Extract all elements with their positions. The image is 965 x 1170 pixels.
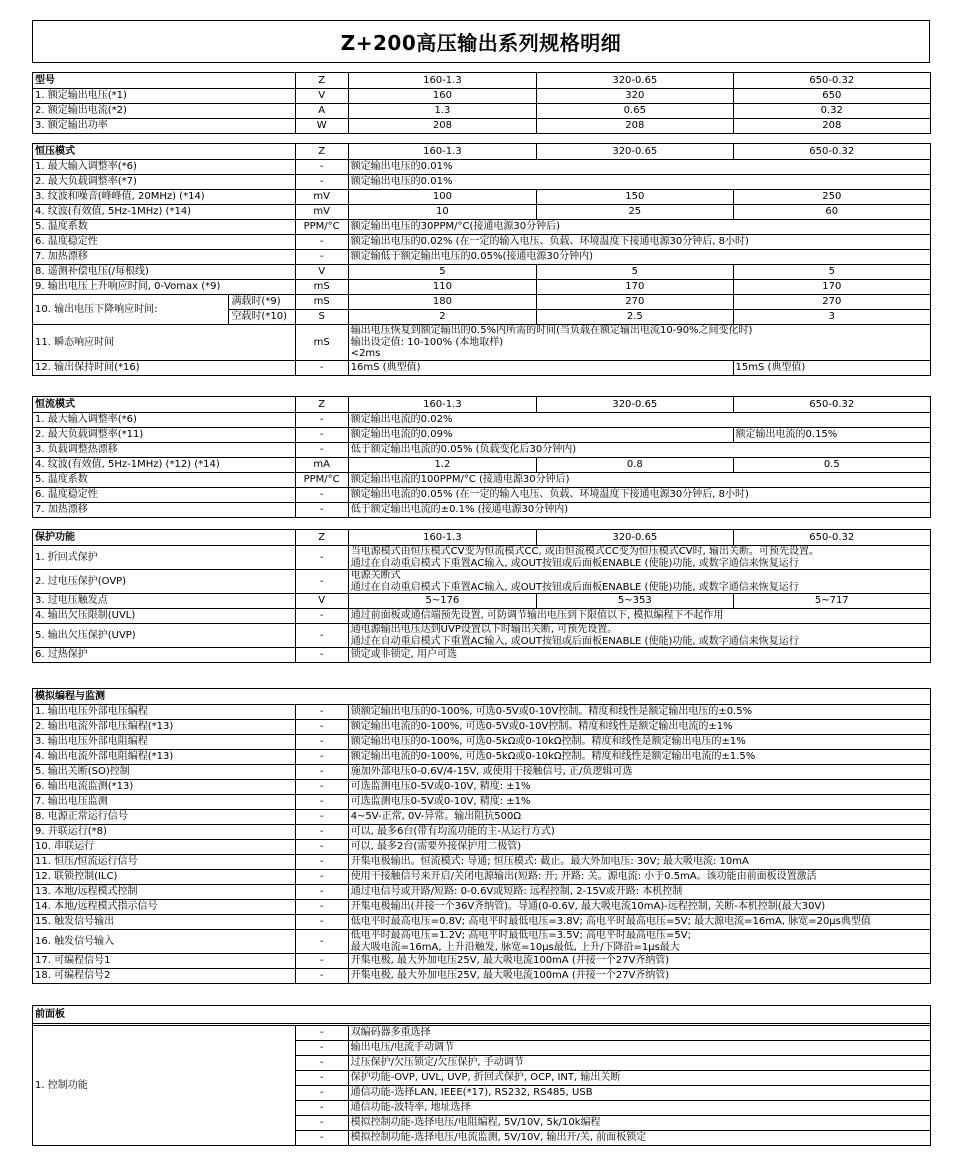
model-value: 320-0.65 <box>537 144 733 160</box>
row-value <box>348 546 930 570</box>
row-value: 额定输出电流的0-100%, 可选0-5V或0-10V控制。精度和线性是额定输出电流的±1% <box>348 720 930 735</box>
row-unit: - <box>295 235 348 250</box>
row-unit: - <box>295 250 348 265</box>
model-value: 5~717 <box>733 594 930 609</box>
spec-section-3 <box>32 529 931 663</box>
row-label: 1. 额定输出电压(*1) <box>33 89 296 104</box>
row-unit: - <box>295 360 348 375</box>
row-unit: - <box>295 570 348 594</box>
model-value: 650 <box>733 89 930 104</box>
model-value: 1.3 <box>348 104 536 119</box>
row-unit: - <box>295 720 348 735</box>
section-header: 恒压模式 <box>33 144 296 160</box>
table-row <box>33 250 931 265</box>
section-header-row <box>33 689 931 705</box>
row-label: 3. 输出电压外部电阻编程 <box>33 735 296 750</box>
row-label: 4. 输出电流外部电阻编程(*13) <box>33 750 296 765</box>
row-unit: - <box>295 1026 348 1041</box>
table-row <box>33 810 931 825</box>
title-box <box>32 20 930 63</box>
row-unit: - <box>295 1041 348 1056</box>
table-row <box>33 546 931 570</box>
table-row <box>33 765 931 780</box>
row-label: 6. 输出电流监测(*13) <box>33 780 296 795</box>
model-value: 208 <box>537 119 733 134</box>
row-unit: - <box>295 443 348 458</box>
section-header-row <box>33 530 931 546</box>
value-line: 通过在自动重启模式下重置AC输入, 或OUT按钮或后面板ENABLE (使能)功能, 或数字通信来恢复运行 <box>350 635 799 647</box>
row-value: 可以, 最多6台(带有均流功能的主-从运行方式) <box>348 825 930 840</box>
row-unit: - <box>295 546 348 570</box>
row-value <box>348 570 930 594</box>
model-value: 160 <box>348 89 536 104</box>
row-unit: Z <box>295 397 348 413</box>
row-label: 6. 温度稳定性 <box>33 235 296 250</box>
row-unit: Z <box>295 144 348 160</box>
table-row <box>33 570 931 594</box>
model-value: 150 <box>537 190 733 205</box>
model-value: 320-0.65 <box>537 530 733 546</box>
row-unit: - <box>295 954 348 969</box>
row-value: 可以, 最多2台(需要外接保护用二极管) <box>348 840 930 855</box>
model-value: 100 <box>348 190 536 205</box>
row-label: 2. 输出电流外部电压编程(*13) <box>33 720 296 735</box>
model-value: 320-0.65 <box>537 73 733 89</box>
row-value: 额定输出电压的0.02% (在一定的输入电压、负载、环境温度下接通电源30分钟后, 8小时) <box>348 235 930 250</box>
table-row <box>33 325 931 361</box>
row-unit: - <box>295 648 348 663</box>
table-row <box>33 840 931 855</box>
model-value: 0.65 <box>537 104 733 119</box>
spec-section-5 <box>32 1005 931 1146</box>
model-value: 208 <box>348 119 536 134</box>
value-line: 通过在自动重启模式下重置AC输入, 或OUT按钮或后面板ENABLE (使能)功能, 或数字通信来恢复运行 <box>350 581 799 593</box>
row-value: 额定输出电压的0.01% <box>348 175 930 190</box>
model-value: 160-1.3 <box>348 397 536 413</box>
row-unit: - <box>295 1086 348 1101</box>
row-label: 11. 恒压/恒流运行信号 <box>33 855 296 870</box>
row-value: 额定输出电压的0-100%, 可选0-5kΩ或0-10kΩ控制。精度和线性是额定输出电压的±1% <box>348 735 930 750</box>
table-row <box>33 825 931 840</box>
row-unit: mV <box>295 190 348 205</box>
row-unit: Z <box>295 530 348 546</box>
model-value: 2.5 <box>537 310 733 325</box>
row-label: 2. 最大负载调整率(*7) <box>33 175 296 190</box>
row-unit: - <box>295 160 348 175</box>
table-row <box>33 360 931 375</box>
row-unit: S <box>295 310 348 325</box>
row-unit: - <box>295 900 348 915</box>
table-row <box>33 265 931 280</box>
table-row <box>33 119 931 134</box>
row-value <box>348 930 930 954</box>
row-label: 1. 控制功能 <box>33 1026 296 1146</box>
row-unit: Z <box>295 73 348 89</box>
row-unit: - <box>295 915 348 930</box>
row-value: 双编码器多重选择 <box>348 1026 930 1041</box>
row-value: 额定输出电压的30PPM/°C(接通电源30分钟后) <box>348 220 930 235</box>
model-value: 208 <box>733 119 930 134</box>
model-value: 320-0.65 <box>537 397 733 413</box>
model-value: 650-0.32 <box>733 73 930 89</box>
row-value: 模拟控制功能-选择电压/电流监测, 5V/10V, 输出开/关, 前面板锁定 <box>348 1131 930 1146</box>
row-unit: - <box>295 825 348 840</box>
table-row <box>33 969 931 984</box>
model-value: 180 <box>348 295 536 310</box>
row-value: 额定输出电压的0.01% <box>348 160 930 175</box>
model-value: 110 <box>348 280 536 295</box>
table-row <box>33 220 931 235</box>
row-unit: W <box>295 119 348 134</box>
model-value: 160-1.3 <box>348 144 536 160</box>
model-value: 2 <box>348 310 536 325</box>
row-sublabel: 满载时(*9) <box>229 295 295 310</box>
table-row <box>33 503 931 518</box>
row-value: 低电平时最高电压=0.8V; 高电平时最低电压=3.8V; 高电平时最高电压=5V; 最大源电流=16mA, 脉宽=20μs典型值 <box>348 915 930 930</box>
row-value: 额定输出电流的0.09% <box>348 428 733 443</box>
row-value: 额定输低于额定输出电压的0.05%(接通电源30分钟内) <box>348 250 930 265</box>
model-value: 650-0.32 <box>733 144 930 160</box>
row-value: 低于额定输出电流的±0.1% (接通电源30分钟内) <box>348 503 930 518</box>
table-row <box>33 885 931 900</box>
row-unit: - <box>295 780 348 795</box>
row-unit: - <box>295 1116 348 1131</box>
table-row <box>33 235 931 250</box>
spec-section-0 <box>32 72 931 134</box>
model-value: 270 <box>537 295 733 310</box>
row-value: 保护功能-OVP, UVL, UVP, 折回式保护, OCP, INT, 输出关断 <box>348 1071 930 1086</box>
row-value: 低于额定输出电流的0.05% (负载变化后30分钟内) <box>348 443 930 458</box>
row-unit: - <box>295 735 348 750</box>
table-row <box>33 720 931 735</box>
model-value: 0.5 <box>733 458 930 473</box>
model-value: 320 <box>537 89 733 104</box>
model-value: 650-0.32 <box>733 530 930 546</box>
model-value: 170 <box>733 280 930 295</box>
row-value: 4~5V-正常, 0V-异常。输出阻抗500Ω <box>348 810 930 825</box>
row-label: 5. 温度系数 <box>33 220 296 235</box>
table-row <box>33 915 931 930</box>
row-label: 10. 串联运行 <box>33 840 296 855</box>
table-row <box>33 594 931 609</box>
row-label: 4. 纹波(有效值, 5Hz-1MHz) (*14) <box>33 205 296 220</box>
row-label: 4. 纹波(有效值, 5Hz-1MHz) (*12) (*14) <box>33 458 296 473</box>
row-value: 模拟控制功能-选择电压/电阻编程, 5V/10V, 5k/10k编程 <box>348 1116 930 1131</box>
table-row <box>33 458 931 473</box>
table-row <box>33 900 931 915</box>
row-value: 通过前面板或通信端预先设置, 可防调节输出电压到下限值以下, 模拟编程下不起作用 <box>348 609 930 624</box>
model-value: 1.2 <box>348 458 536 473</box>
row-label: 4. 输出欠压限制(UVL) <box>33 609 296 624</box>
spec-section-4 <box>32 688 931 984</box>
row-value: 额定输出电流的100PPM/°C (接通电源30分钟后) <box>348 473 930 488</box>
row-value: 过压保护/欠压锁定/欠压保护, 手动调节 <box>348 1056 930 1071</box>
value-line: 输出设定值: 10-100% (本地取样) <box>350 336 504 348</box>
model-value: 170 <box>537 280 733 295</box>
table-row <box>33 1026 931 1041</box>
model-value: 250 <box>733 190 930 205</box>
section-header-row <box>33 144 931 160</box>
row-label: 11. 瞬态响应时间 <box>33 325 296 361</box>
model-value: 270 <box>733 295 930 310</box>
row-value: 通信功能-波特率, 地址选择 <box>348 1101 930 1116</box>
row-value <box>348 325 930 361</box>
row-label: 18. 可编程信号2 <box>33 969 296 984</box>
model-value: 25 <box>537 205 733 220</box>
row-unit: - <box>295 795 348 810</box>
row-unit: - <box>295 855 348 870</box>
row-value: 开集电极, 最大外加电压25V, 最大吸电流100mA (并接一个27V齐纳管) <box>348 954 930 969</box>
row-value: 锁额定输出电压的0-100%, 可选0-5V或0-10V控制。精度和线性是额定输出电压的±0.5% <box>348 705 930 720</box>
row-value: 可选监测电压0-5V或0-10V, 精度: ±1% <box>348 795 930 810</box>
row-unit: - <box>295 705 348 720</box>
row-unit: - <box>295 1131 348 1146</box>
table-row <box>33 648 931 663</box>
row-unit: - <box>295 750 348 765</box>
row-label: 9. 并联运行(*8) <box>33 825 296 840</box>
row-unit: mA <box>295 458 348 473</box>
row-unit: - <box>295 413 348 428</box>
row-value: 通信功能-选择LAN, IEEE(*17), RS232, RS485, USB <box>348 1086 930 1101</box>
row-label: 7. 加热漂移 <box>33 250 296 265</box>
row-unit: mV <box>295 205 348 220</box>
value-line: 电源关断式 <box>350 570 401 581</box>
row-value: 15mS (典型值) <box>733 360 930 375</box>
row-unit: - <box>295 175 348 190</box>
row-label: 10. 输出电压下降响应时间: <box>33 295 229 325</box>
row-label: 8. 电源正常运行信号 <box>33 810 296 825</box>
model-value: 160-1.3 <box>348 73 536 89</box>
row-label: 3. 负载调整热漂移 <box>33 443 296 458</box>
row-unit: - <box>295 624 348 648</box>
section-header-row <box>33 397 931 413</box>
page-title: Z+200高压输出系列规格明细 <box>340 31 622 55</box>
row-value: 开集电极输出。恒流模式: 导通; 恒压模式: 截止。最大外加电压: 30V; 最大吸电流: 10mA <box>348 855 930 870</box>
section-header-row <box>33 73 931 89</box>
table-row <box>33 175 931 190</box>
table-row <box>33 190 931 205</box>
row-sublabel: 空载时(*10) <box>229 310 295 325</box>
row-unit: PPM/°C <box>295 473 348 488</box>
row-unit: V <box>295 594 348 609</box>
model-value: 5 <box>537 265 733 280</box>
row-label: 13. 本地/远程模式控制 <box>33 885 296 900</box>
model-value: 650-0.32 <box>733 397 930 413</box>
row-label: 17. 可编程信号1 <box>33 954 296 969</box>
row-label: 1. 输出电压外部电压编程 <box>33 705 296 720</box>
row-unit: - <box>295 1101 348 1116</box>
table-row <box>33 1006 931 1024</box>
row-value: 可选监测电压0-5V或0-10V, 精度: ±1% <box>348 780 930 795</box>
value-line: 最大吸电流=16mA, 上升沿触发, 脉宽=10μs最低, 上升/下降沿=1μs最大 <box>350 941 680 953</box>
row-label: 1. 最大输入调整率(*6) <box>33 413 296 428</box>
section-header: 前面板 <box>33 1006 931 1024</box>
value-line: 输出电压恢复到额定输出的0.5%内所需的时间(当负载在额定输出电流10-90%之间变化时) <box>350 325 753 336</box>
row-unit: mS <box>295 295 348 310</box>
table-row <box>33 624 931 648</box>
section-header: 保护功能 <box>33 530 296 546</box>
row-label: 6. 过热保护 <box>33 648 296 663</box>
row-value: 通过电信号或开路/短路: 0-0.6V或短路: 远程控制, 2-15V或开路: 本机控制 <box>348 885 930 900</box>
table-row <box>33 473 931 488</box>
table-row <box>33 280 931 295</box>
row-unit: - <box>295 503 348 518</box>
row-unit: - <box>295 765 348 780</box>
table-row <box>33 795 931 810</box>
row-value: 额定输出电流的0.02% <box>348 413 930 428</box>
model-value: 5 <box>348 265 536 280</box>
table-row <box>33 413 931 428</box>
row-unit: A <box>295 104 348 119</box>
row-value: 施加外部电压0-0.6V/4-15V, 或使用干接触信号, 正/负逻辑可选 <box>348 765 930 780</box>
value-line: <2ms <box>350 348 381 359</box>
row-unit: - <box>295 930 348 954</box>
row-value <box>348 624 930 648</box>
table-row <box>33 104 931 119</box>
section-header: 型号 <box>33 73 296 89</box>
row-unit: V <box>295 265 348 280</box>
row-label: 3. 纹波和噪音(峰峰值, 20MHz) (*14) <box>33 190 296 205</box>
model-value: 10 <box>348 205 536 220</box>
model-value: 60 <box>733 205 930 220</box>
table-row <box>33 735 931 750</box>
row-unit: - <box>295 840 348 855</box>
row-unit: - <box>295 870 348 885</box>
value-line: 通过在自动重启模式下重置AC输入, 或OUT按钮或后面板ENABLE (使能)功能, 或数字通信来恢复运行 <box>350 557 799 569</box>
row-unit: - <box>295 1056 348 1071</box>
table-row <box>33 870 931 885</box>
table-row <box>33 780 931 795</box>
value-line: 当电源模式由恒压模式CV变为恒流模式CC, 或由恒流模式CC变为恒压模式CV时, 输出关断。可预先设置。 <box>350 546 819 557</box>
row-label: 5. 输出欠压保护(UVP) <box>33 624 296 648</box>
row-unit: - <box>295 810 348 825</box>
row-unit: mS <box>295 325 348 361</box>
model-value: 5~176 <box>348 594 536 609</box>
row-label: 15. 触发信号输出 <box>33 915 296 930</box>
row-value: 开集电极, 最大外加电压25V, 最大吸电流100mA (并接一个27V齐纳管) <box>348 969 930 984</box>
row-unit: V <box>295 89 348 104</box>
row-unit: - <box>295 969 348 984</box>
row-label: 3. 额定输出功率 <box>33 119 296 134</box>
row-value: 额定输出电流的0-100%, 可选0-5kΩ或0-10kΩ控制。精度和线性是额定输出电流的±1.5% <box>348 750 930 765</box>
row-label: 14. 本地/远程模式指示信号 <box>33 900 296 915</box>
spec-section-2 <box>32 396 931 518</box>
model-value: 0.32 <box>733 104 930 119</box>
row-value: 额定输出电流的0.05% (在一定的输入电压、负载、环境温度下接通电源30分钟后, 8小时) <box>348 488 930 503</box>
row-label: 8. 遥测补偿电压(/每根线) <box>33 265 296 280</box>
model-value: 5 <box>733 265 930 280</box>
section-header: 恒流模式 <box>33 397 296 413</box>
table-row <box>33 954 931 969</box>
model-value: 3 <box>733 310 930 325</box>
row-label: 12. 联锁控制(ILC) <box>33 870 296 885</box>
row-label: 1. 最大输入调整率(*6) <box>33 160 296 175</box>
table-row <box>33 428 931 443</box>
row-label: 7. 输出电压监测 <box>33 795 296 810</box>
row-value: 16mS (典型值) <box>348 360 733 375</box>
row-label: 12. 输出保持时间(*16) <box>33 360 296 375</box>
row-label: 9. 输出电压上升响应时间, 0-Vomax (*9) <box>33 280 296 295</box>
row-unit: - <box>295 488 348 503</box>
value-line: 低电平时最高电压=1.2V; 高电平时最低电压=3.5V; 高电平时最高电压=5V; <box>350 930 691 941</box>
table-row <box>33 443 931 458</box>
row-value: 开集电极输出(并接一个36V齐纳管)。导通(0-0.6V, 最大吸电流10mA)-远程控制, 关断-本机控制(最大30V) <box>348 900 930 915</box>
table-row <box>33 89 931 104</box>
section-header: 模拟编程与监测 <box>33 689 931 705</box>
table-row <box>33 930 931 954</box>
row-label: 6. 温度稳定性 <box>33 488 296 503</box>
row-label: 2. 过电压保护(OVP) <box>33 570 296 594</box>
table-row <box>33 295 931 310</box>
row-value: 使用干接触信号来开启/关闭电源输出(短路: 开; 开路: 关。源电流: 小于0.5mA。该功能由前面板设置激活 <box>348 870 930 885</box>
value-line: 通电源输出电压达到UVP设置以下时输出关断, 可预先设置。 <box>350 624 618 635</box>
table-row <box>33 855 931 870</box>
row-label: 5. 温度系数 <box>33 473 296 488</box>
row-label: 1. 折回式保护 <box>33 546 296 570</box>
table-row <box>33 750 931 765</box>
row-unit: - <box>295 609 348 624</box>
table-row <box>33 705 931 720</box>
row-label: 3. 过电压触发点 <box>33 594 296 609</box>
model-value: 160-1.3 <box>348 530 536 546</box>
row-unit: - <box>295 885 348 900</box>
row-label: 7. 加热漂移 <box>33 503 296 518</box>
row-unit: - <box>295 428 348 443</box>
table-row <box>33 205 931 220</box>
row-unit: - <box>295 1071 348 1086</box>
row-unit: mS <box>295 280 348 295</box>
row-value: 输出电压/电流手动调节 <box>348 1041 930 1056</box>
table-row <box>33 488 931 503</box>
spec-section-1 <box>32 143 931 376</box>
model-value: 5~353 <box>537 594 733 609</box>
model-value: 0.8 <box>537 458 733 473</box>
row-value: 锁定或非锁定, 用户可选 <box>348 648 930 663</box>
row-label: 16. 触发信号输入 <box>33 930 296 954</box>
row-value: 额定输出电流的0.15% <box>733 428 930 443</box>
row-unit: PPM/°C <box>295 220 348 235</box>
table-row <box>33 609 931 624</box>
row-label: 2. 额定输出电流(*2) <box>33 104 296 119</box>
row-label: 5. 输出关断(SO)控制 <box>33 765 296 780</box>
table-row <box>33 160 931 175</box>
row-label: 2. 最大负载调整率(*11) <box>33 428 296 443</box>
